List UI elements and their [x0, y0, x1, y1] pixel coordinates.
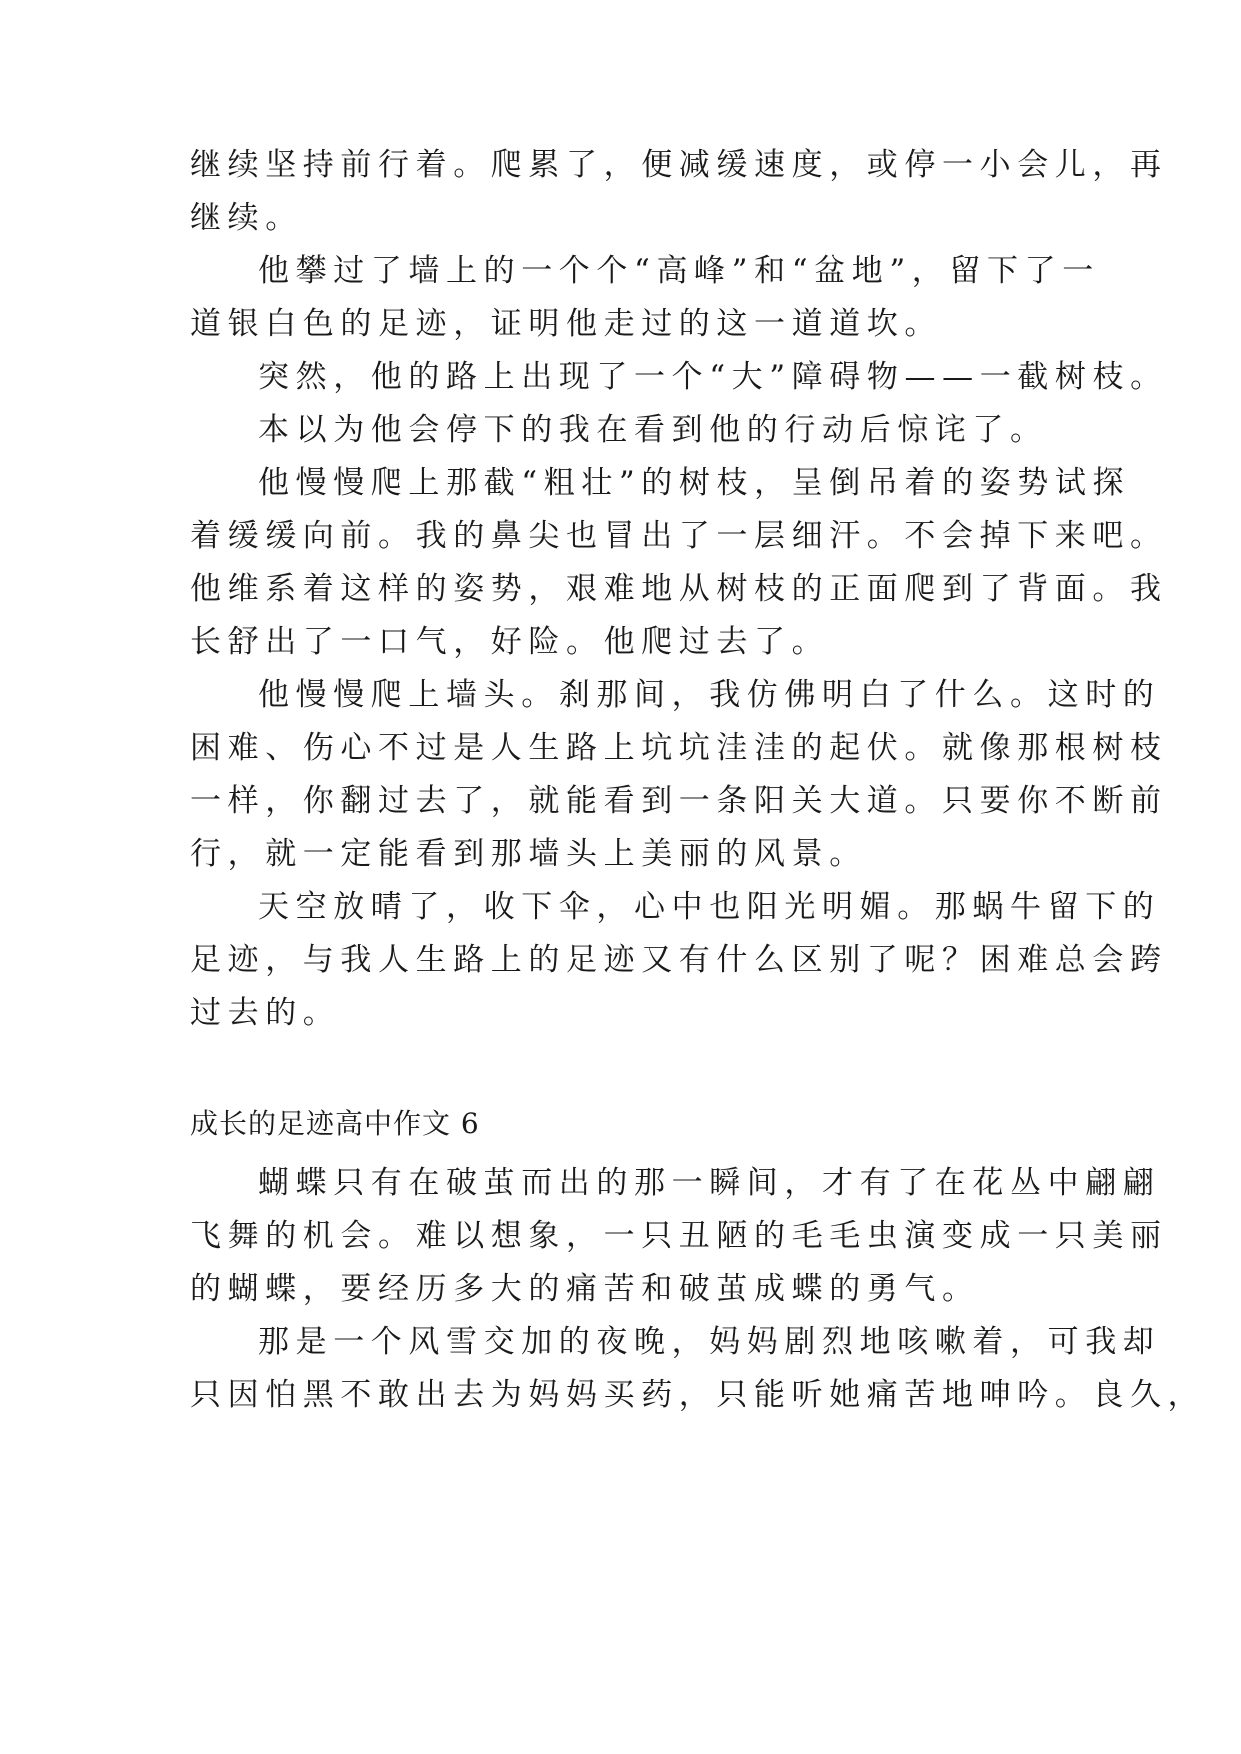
text-line: 行，就一定能看到那墙头上美丽的风景。	[190, 836, 867, 872]
text-line: 足迹，与我人生路上的足迹又有什么区别了呢？困难总会跨	[190, 942, 1168, 978]
text-line: 长舒出了一口气，好险。他爬过去了。	[190, 624, 830, 660]
text-line: 继续坚持前行着。爬累了，便减缓速度，或停一小会儿，再	[190, 147, 1168, 183]
text-line: 着缓缓向前。我的鼻尖也冒出了一层细汗。不会掉下来吧。	[190, 518, 1168, 554]
text-line: 蝴蝶只有在破茧而出的那一瞬间，才有了在花丛中翩翩	[258, 1165, 1161, 1201]
text-line: 一样，你翻过去了，就能看到一条阳关大道。只要你不断前	[190, 783, 1168, 819]
section-heading: 成长的足迹高中作文 6	[190, 1107, 480, 1140]
text-line: 他慢慢爬上墙头。刹那间，我仿佛明白了什么。这时的	[258, 677, 1161, 713]
text-line: 只因怕黑不敢出去为妈妈买药，只能听她痛苦地呻吟。良久，	[190, 1377, 1206, 1413]
text-line: 的蝴蝶，要经历多大的痛苦和破茧成蝶的勇气。	[190, 1271, 980, 1307]
text-line: 突然，他的路上出现了一个“大”障碍物——一截树枝。	[258, 359, 1168, 395]
text-line: 他慢慢爬上那截“粗壮”的树枝，呈倒吊着的姿势试探	[258, 465, 1131, 501]
text-line: 天空放晴了，收下伞，心中也阳光明媚。那蜗牛留下的	[258, 889, 1161, 925]
text-line: 本以为他会停下的我在看到他的行动后惊诧了。	[258, 412, 1048, 448]
text-line: 继续。	[190, 200, 303, 236]
text-line: 飞舞的机会。难以想象，一只丑陋的毛毛虫演变成一只美丽	[190, 1218, 1168, 1254]
text-line: 困难、伤心不过是人生路上坑坑洼洼的起伏。就像那根树枝	[190, 730, 1168, 766]
text-line: 他维系着这样的姿势，艰难地从树枝的正面爬到了背面。我	[190, 571, 1168, 607]
text-line: 那是一个风雪交加的夜晚，妈妈剧烈地咳嗽着，可我却	[258, 1324, 1161, 1360]
text-line: 他攀过了墙上的一个个“高峰”和“盆地”，留下了一	[258, 253, 1100, 289]
text-line: 道银白色的足迹，证明他走过的这一道道坎。	[190, 306, 942, 342]
text-line: 过去的。	[190, 995, 341, 1031]
